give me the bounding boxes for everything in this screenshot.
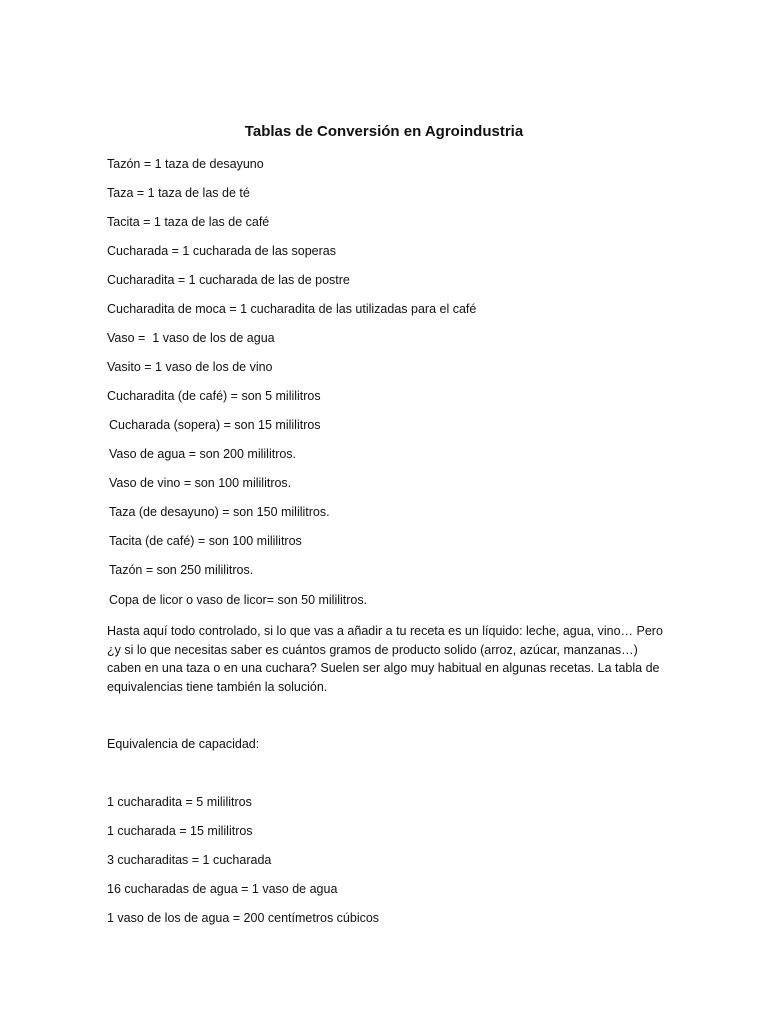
paragraph-line: caben en una taza o en una cuchara? Suelen ser algo muy habitual en algunas recetas. La tabla de bbox=[107, 661, 660, 676]
document-title: Tablas de Conversión en Agroindustria bbox=[244, 123, 524, 140]
conversion-line: Vaso de agua = son 200 mililitros. bbox=[109, 447, 297, 461]
conversion-line: Vasito = 1 vaso de los de vino bbox=[107, 360, 273, 374]
capacity-line: 3 cucharaditas = 1 cucharada bbox=[107, 853, 272, 867]
conversion-line: Cucharada = 1 cucharada de las soperas bbox=[107, 244, 336, 258]
conversion-line: Cucharada (sopera) = son 15 mililitros bbox=[109, 418, 321, 432]
conversion-line: Taza (de desayuno) = son 150 mililitros. bbox=[109, 505, 330, 519]
paragraph-line: equivalencias tiene también la solución. bbox=[107, 680, 328, 695]
capacity-line: 1 cucharadita = 5 mililitros bbox=[107, 795, 252, 809]
paragraph-line: Hasta aquí todo controlado, si lo que vas a añadir a tu receta es un líquido: leche, agua, vino… Pero bbox=[107, 624, 663, 638]
conversion-line: Vaso de vino = son 100 mililitros. bbox=[109, 476, 292, 490]
conversion-line: Taza = 1 taza de las de té bbox=[107, 186, 250, 200]
conversion-line: Vaso = 1 vaso de los de agua bbox=[107, 331, 275, 345]
conversion-line: Cucharadita = 1 cucharada de las de postre bbox=[107, 273, 350, 287]
conversion-line: Tazón = son 250 mililitros. bbox=[109, 563, 254, 577]
conversion-line: Cucharadita (de café) = son 5 mililitros bbox=[107, 389, 321, 403]
conversion-line: Copa de licor o vaso de licor= son 50 mililitros. bbox=[109, 593, 368, 607]
capacity-line: 16 cucharadas de agua = 1 vaso de agua bbox=[107, 882, 338, 896]
paragraph-line: ¿y si lo que necesitas saber es cuántos gramos de producto solido (arroz, azúcar, manzanas…) bbox=[107, 642, 638, 657]
capacity-line: 1 cucharada = 15 mililitros bbox=[107, 824, 253, 838]
explanation-paragraph bbox=[107, 622, 667, 697]
conversion-line: Tazón = 1 taza de desayuno bbox=[107, 157, 264, 171]
conversion-line: Cucharadita de moca = 1 cucharadita de las utilizadas para el café bbox=[107, 302, 477, 316]
capacity-heading: Equivalencia de capacidad: bbox=[107, 737, 260, 751]
capacity-line: 1 vaso de los de agua = 200 centímetros cúbicos bbox=[107, 911, 380, 925]
conversion-line: Tacita (de café) = son 100 mililitros bbox=[109, 534, 302, 548]
conversion-line: Tacita = 1 taza de las de café bbox=[107, 215, 270, 229]
